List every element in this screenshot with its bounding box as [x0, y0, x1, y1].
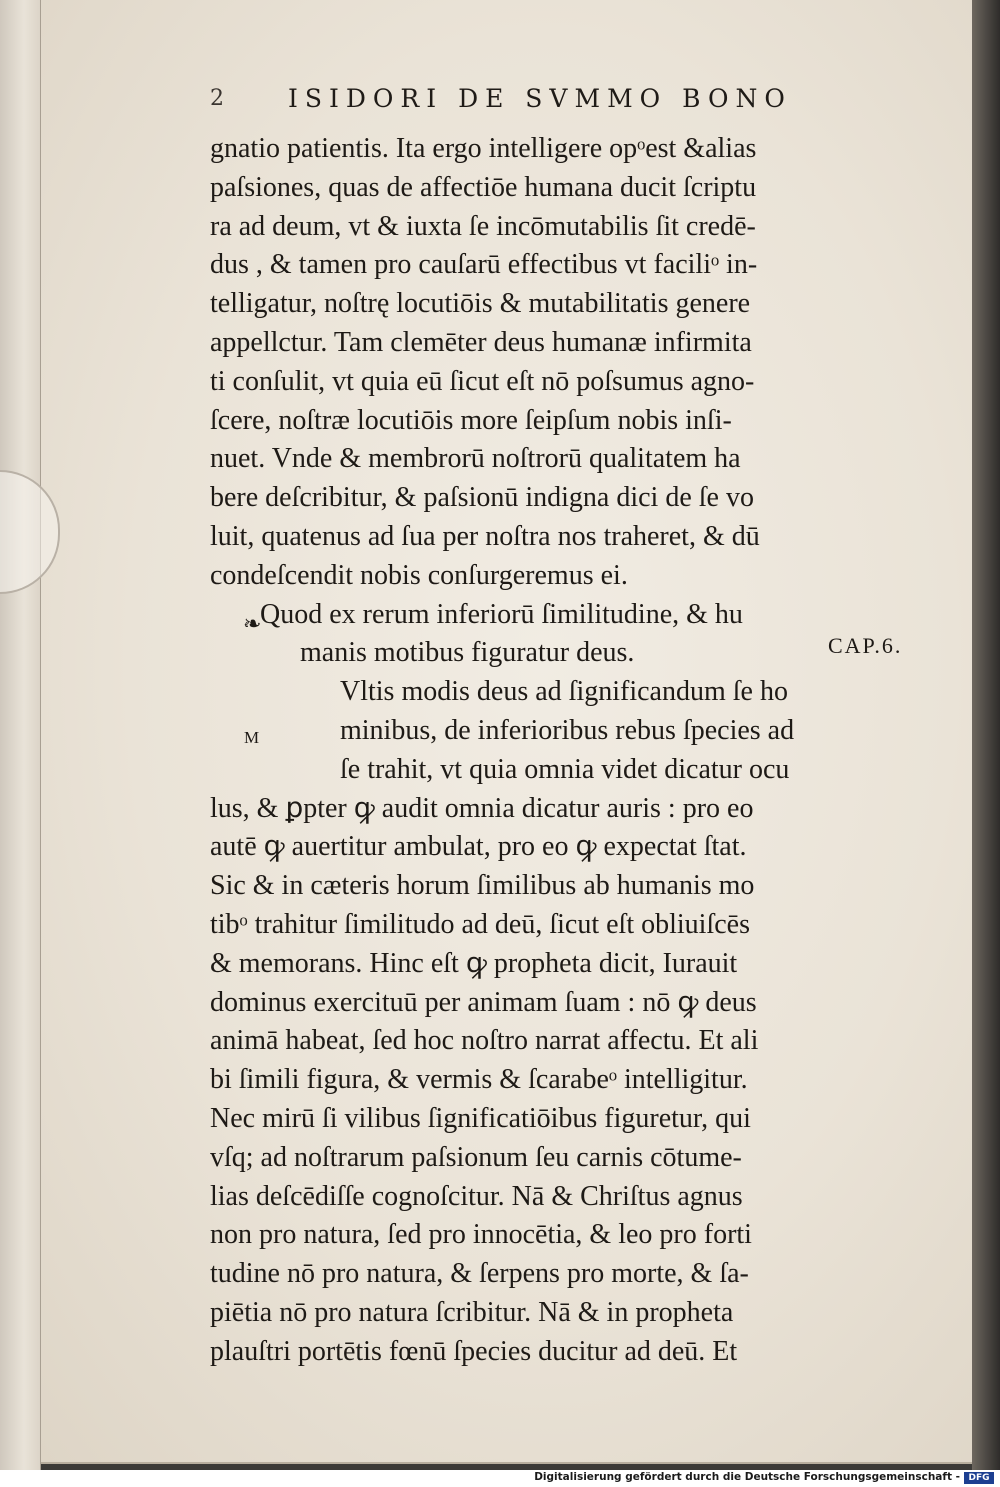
text-line: paſsiones, quas de affectiōe humana ducit ſcriptu: [210, 171, 757, 203]
initial-guide-letter: M: [244, 728, 260, 747]
text-line: gnatio patientis. Ita ergo intelligere opᵒest &alias: [210, 133, 757, 164]
text-line: condeſcendit nobis conſurgeremus ei.: [210, 559, 628, 591]
chapter-number: CAP.6.: [828, 633, 903, 658]
dfg-logo-icon: DFG: [964, 1472, 994, 1484]
text-line: piētia nō pro natura ſcribitur. Nā & in propheta: [210, 1296, 734, 1328]
text-line: & memorans. Hinc eſt ꝙ propheta dicit, Iurauit: [210, 947, 738, 979]
chapter-title-line: manis motibus figuratur deus.: [300, 637, 635, 669]
text-line: dus , & tamen pro cauſarū effectibus vt faciliᵒ in-: [210, 249, 758, 281]
text-line: plauſtri portētis fœnū ſpecies ducitur ad deū. Et: [210, 1335, 738, 1367]
text-line: ti conſulit, vt quia eū ſicut eſt nō poſsumus agno-: [210, 365, 755, 397]
text-line: ſe trahit, vt quia omnia videt dicatur ocu: [340, 753, 790, 785]
running-head: ISIDORI DE SVMMO BONO: [288, 84, 792, 113]
footer-credit: Digitalisierung gefördert durch die Deutsche Forschungsgemeinschaft -: [534, 1471, 960, 1483]
text-line: tudine nō pro natura, & ſerpens pro morte, & ſa-: [210, 1258, 749, 1290]
text-line: vſq; ad noſtrarum paſsionum ſeu carnis cōtume-: [210, 1141, 742, 1173]
text-line: luit, quatenus ad ſua per noſtra nos traheret, & dū: [210, 520, 760, 552]
text-line: telligatur, noſtrę locutiōis & mutabilitatis genere: [210, 288, 751, 320]
text-line: dominus exercituū per animam ſuam : nō ꝙ deus: [210, 986, 757, 1018]
text-line: non pro natura, ſed pro innocētia, & leo pro forti: [210, 1219, 752, 1251]
text-line: Nec mirū ſi vilibus ſignificatiōibus figuretur, qui: [210, 1102, 751, 1134]
text-line: minibus, de inferioribus rebus ſpecies ad: [340, 714, 795, 746]
body-text: [210, 130, 950, 1372]
text-line: Sic & in cæteris horum ſimilibus ab humanis mo: [210, 870, 755, 902]
text-line: animā habeat, ſed hoc noſtro narrat affectu. Et ali: [210, 1025, 759, 1057]
text-line: lus, & ꝑpter ꝙ audit omnia dicatur auris : pro eo: [210, 792, 754, 824]
folio-mark: 2: [210, 86, 224, 111]
text-line: lias deſcēdiſſe cognoſcitur. Nā & Chriſtus agnus: [210, 1180, 743, 1212]
text-line: ra ad deum, vt & iuxta ſe incōmutabilis ſit credē-: [210, 210, 756, 242]
page-edge-shadow: [972, 0, 1000, 1470]
footer-bar: [0, 1470, 1000, 1487]
text-line: appellctur. Tam clemēter deus humanæ infirmita: [210, 326, 752, 358]
chapter-title-line: Quod ex rerum inferiorū ſimilitudine, & hu: [260, 598, 743, 630]
text-line: bi ſimili figura, & vermis & ſcarabeᵒ intelligitur.: [210, 1064, 748, 1096]
text-line: nuet. Vnde & membrorū noſtrorū qualitatem ha: [210, 443, 741, 475]
book-binding: [0, 0, 41, 1470]
text-line: tibᵒ trahitur ſimilitudo ad deū, ſicut eſt obliuiſcēs: [210, 908, 750, 940]
text-line: bere deſcribitur, & paſsionū indigna dici de ſe vo: [210, 482, 754, 514]
text-line: autē ꝙ auertitur ambulat, pro eo ꝙ expectat ſtat.: [210, 831, 747, 863]
fleuron-icon: ❧: [243, 612, 262, 637]
text-line: Vltis modis deus ad ſignificandum ſe ho: [340, 676, 788, 708]
text-line: ſcere, noſtræ locutiōis more ſeipſum nobis inſi-: [210, 404, 732, 436]
